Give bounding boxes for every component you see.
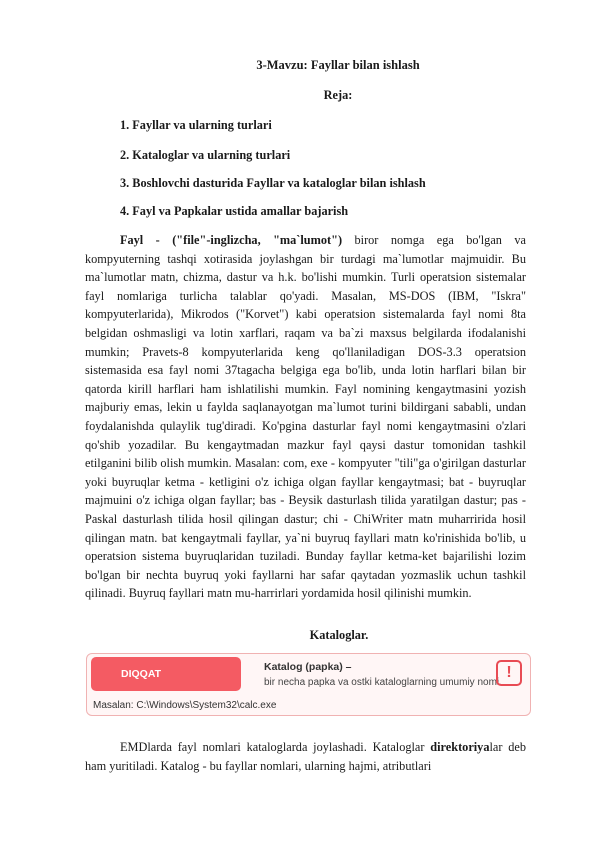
term-definition: Fayl - ("file"-inglizcha, "ma`lumot"): [120, 233, 343, 247]
bold-term: direktoriya: [430, 740, 490, 754]
bottom-paragraph: [85, 738, 526, 775]
section-heading: Kataloglar.: [309, 628, 369, 642]
notice-box: [86, 653, 531, 716]
plan-heading: Reja:: [323, 88, 353, 102]
plan-item: 4. Fayl va Papkalar ustida amallar bajarish: [120, 204, 349, 218]
plan-item: 1. Fayllar va ularning turlari: [120, 118, 272, 132]
notice-example: Masalan: C:\Windows\System32\calc.exe: [93, 700, 277, 711]
body-paragraph: [85, 231, 526, 603]
notice-subtitle: bir necha papka va ostki kataloglarning umumiy nomi.: [264, 677, 502, 688]
page-title: 3-Mavzu: Fayllar bilan ishlash: [256, 58, 420, 72]
notice-heading: Katalog (papka) –: [264, 661, 352, 673]
notice-tag: DIQQAT: [91, 657, 241, 691]
paragraph-text: EMDlarda fayl nomlari kataloglarda joylashadi. Kataloglar: [120, 740, 431, 754]
exclamation-icon: !: [496, 660, 522, 686]
paragraph-text: lar deb ham yuritiladi. Katalog - bu fayllar nomlari, ularning hajmi, atributlari: [85, 740, 526, 773]
plan-item: 2. Kataloglar va ularning turlari: [120, 148, 291, 162]
plan-item: 3. Boshlovchi dasturida Fayllar va kataloglar bilan ishlash: [120, 176, 426, 190]
paragraph-text: biror nomga ega bo'lgan va kompyuterning tashqi xotirasida joylashgan bir turdagi ma`lumotlar majmuidir. Bu ma`lumotlar matn, chizma, dastur va h.k. bo'lishi mumkin. Turli operatsion sistemalar fayl nomlariga turlicha talablar qo'yadi. Masalan, MS-DOS (IBM, "Iskra" kompyuterlarida), Mikrodos ("Korvet") kabi operatsion sistemalarda fayl nomi 8ta belgidan oshmasligi va lotin xarflari, raqam va ba`zi maxsus belgilarda ifodalanishi mumkin; Pravets-8 kompyuterlarida keng qo'llaniladigan DOS-3.3 operatsion sistemasida esa fayl nomi 37tagacha belgiga ega bo'lib, unda lotin harflari bilan bir qatorda kirill harflari ham ishlatilishi mumkin. Fayl nomining kengaytmasini yozish majburiy emas, lekin u faylda saqlanayotgan ma`lumot turini bildirgani sababli, undan foydalanishda qulaylik tug'diradi. Ko'pgina dasturlar fayl nomi kengaytmasini o'zlari qo'shib yozadilar. Bu kengaytmadan mazkur fayl qaysi dastur tomonidan tashkil etilganini bilib olish mumkin. Masalan: com, exe - kompyuter "tili"ga o'girilgan dasturlar yoki buyruqlar ketma - ketligini o'z ichiga olgan fayllar kengaytmasi; bat - buyruqlar majmuini o'z ichiga olgan fayllar; bas - Beysik dasturlash tilida yaratilgan dastur; pas - Paskal dasturlash tilida hosil qilingan dastur; chi - ChiWriter matn muharririda hosil qilingan matn. bat kengaytmali fayllar, ya`ni buyruq fayllari matn ko'rinishida bo'lib, u operatsion sistema buyruqlaridan tuziladi. Bunday fayllar ketma-ket bajarilishi lozim bo'lgan bir nechta buyruq yoki fayllarni har safar qaytadan yozmaslik uchun tashkil qilinadi. Buyruq fayllari matn mu-harrirlari yordamida hosil qilinishi mumkin.: [85, 233, 526, 601]
